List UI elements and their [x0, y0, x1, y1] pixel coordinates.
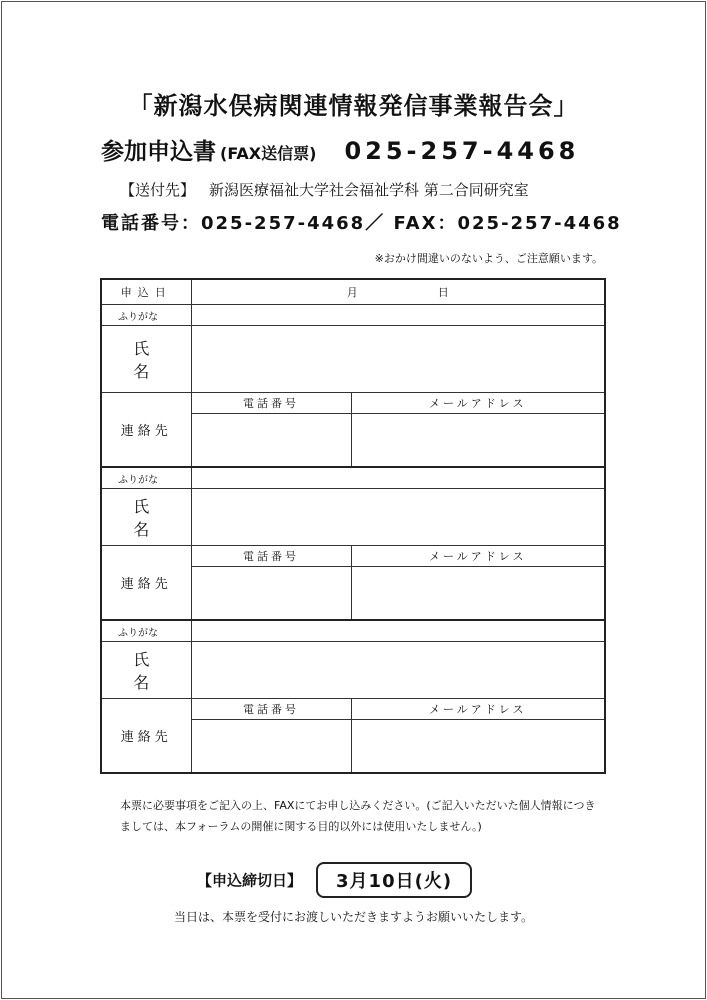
destination-value: 新潟医療福祉大学社会福祉学科 第二合同研究室	[209, 181, 529, 199]
email-header: メールアドレス	[351, 546, 605, 567]
form-title	[101, 133, 579, 166]
furigana-label: ふりがな	[101, 620, 191, 642]
name-label: 氏 名	[101, 489, 191, 546]
date-field[interactable]	[191, 279, 605, 305]
date-label: 申込日	[101, 279, 191, 305]
email-field[interactable]	[351, 567, 605, 621]
destination-label: 【送付先】	[120, 181, 196, 199]
email-header: メールアドレス	[351, 699, 605, 720]
email-field[interactable]	[351, 414, 605, 468]
phone-header: 電話番号	[191, 546, 351, 567]
deadline-label: 【申込締切日】	[197, 871, 303, 890]
name-field[interactable]	[191, 642, 605, 699]
form-title-main: 参加申込書	[101, 139, 216, 165]
caution-note: ※おかけ間違いのないよう、ご注意願います。	[374, 252, 603, 265]
fax-number: 025-257-4468	[344, 137, 580, 165]
contact-label: 連絡先	[101, 699, 191, 774]
phone-field[interactable]	[191, 720, 351, 774]
furigana-label: ふりがな	[101, 305, 191, 326]
furigana-field[interactable]	[191, 467, 605, 489]
document-title: 「新潟水俣病関連情報発信事業報告会」	[128, 92, 579, 120]
phone-field[interactable]	[191, 414, 351, 468]
form-title-sub: (FAX送信票)	[220, 144, 317, 163]
destination	[120, 179, 529, 200]
phone-header: 電話番号	[191, 393, 351, 414]
name-label: 氏 名	[101, 642, 191, 699]
day-label: 日	[437, 286, 449, 299]
email-field[interactable]	[351, 720, 605, 774]
phone-header: 電話番号	[191, 699, 351, 720]
contact-label: 連絡先	[101, 393, 191, 468]
footnote: 本票に必要事項をご記入の上、FAXにてお申し込みください。(ご記入いただいた個人情報につきましては、本フォーラムの開催に関する目的以外には使用いたしません。)	[120, 799, 596, 833]
application-form-table	[100, 278, 606, 774]
month-label: 月	[346, 286, 358, 299]
phone-fax-line: 電話番号：025-257-4468／ FAX：025-257-4468	[101, 213, 622, 234]
furigana-field[interactable]	[191, 620, 605, 642]
name-field[interactable]	[191, 326, 605, 393]
email-header: メールアドレス	[351, 393, 605, 414]
furigana-label: ふりがな	[101, 467, 191, 489]
contact-label: 連絡先	[101, 546, 191, 621]
deadline-date: 3月10日(火)	[316, 862, 472, 898]
name-label: 氏 名	[101, 326, 191, 393]
name-field[interactable]	[191, 489, 605, 546]
phone-field[interactable]	[191, 567, 351, 621]
closing-note: 当日は、本票を受付にお渡しいただきますようお願いいたします。	[173, 910, 534, 924]
furigana-field[interactable]	[191, 305, 605, 326]
deadline	[197, 862, 472, 898]
